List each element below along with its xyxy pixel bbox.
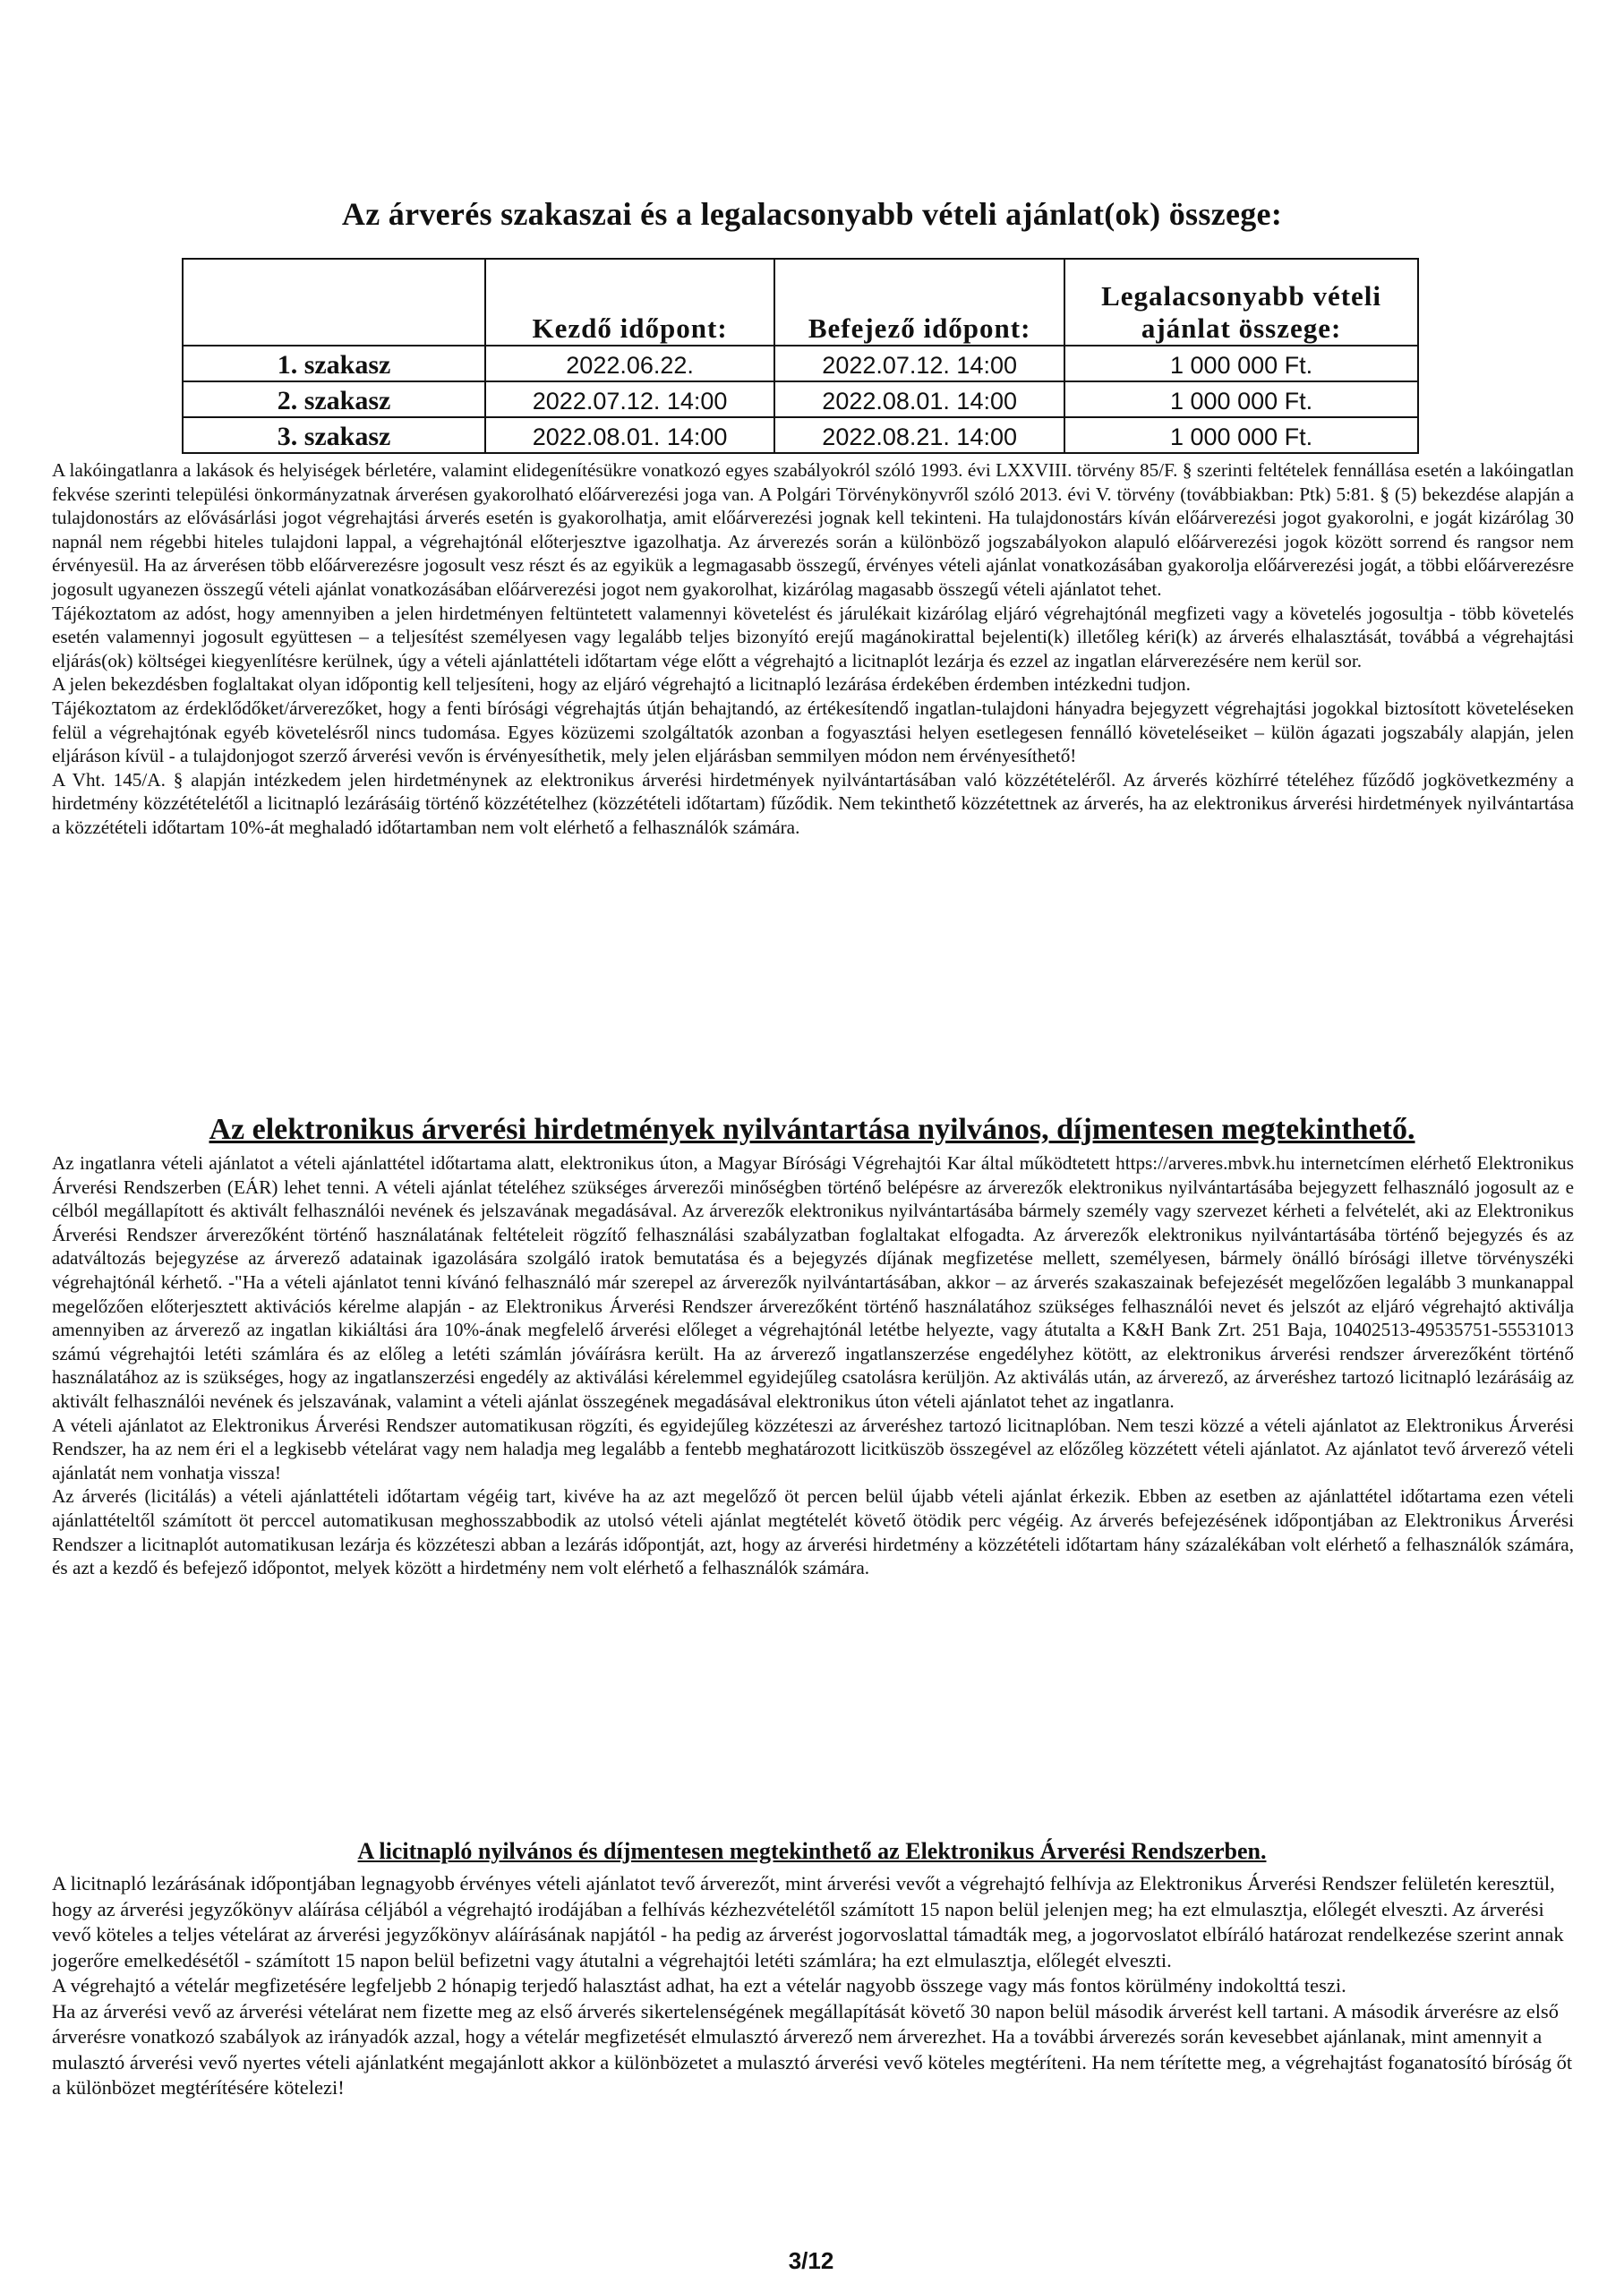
table-row bbox=[183, 381, 1418, 417]
stage-end: 2022.07.12. 14:00 bbox=[774, 346, 1064, 381]
paragraph: Az ingatlanra vételi ajánlatot a vételi ajánlattétel időtartama alatt, elektronikus úton, a Magyar Bírósági Végrehajtói Kar által működtetett https://arveres.mbvk.hu internetcímen elérhető Elektronikus Árverési Rendszerben (EÁR) lehet tenni. A vételi ajánlat tételéhez szükséges árverezői minőségben történő belépésre az árverezők elektronikus nyilvántartásába bejegyzett felhasználó jogosult az e célból megállapított és aktivált felhasználói nevének és jelszavának megadásával. Az árverezők elektronikus nyilvántartásába bármely személy vagy szervezet kérheti a felvételét, aki az Elektronikus Árverési Rendszer árverezőként történő használatának feltételeit rögzítő felhasználási szabályzatban foglaltakat elfogadta. Az árverezők elektronikus nyilvántartásába történő bejegyzés és az adatváltozás bejegyzése az árverező adatainak igazolására szolgáló iratok bemutatása és a bejegyzés díjának megfizetése mellett, személyesen, bármely önálló bírósági illetve törvényszéki végrehajtónál kérhető. -"Ha a vételi ajánlatot tenni kívánó felhasználó már szerepel az árverezők nyilvántartásában, akkor – az árverés szakaszainak befejezését megelőzően legalább 3 munkanappal megelőzően előterjesztett aktivációs kérelme alapján - az Elektronikus Árverési Rendszer árverezőként történő használatához szükséges felhasználói nevet és jelszót az eljáró végrehajtó aktiválja amennyiben az árverező az ingatlan kikiáltási ára 10%-ának megfelelő árverési előleget a végrehajtónál letétbe helyezte, vagy átutalta a K&H Bank Zrt. 251 Baja, 10402513-49535751-55531013 számú végrehajtói letéti számlára és az előleg a letéti számlán jóváírásra került. Ha az árverező ingatlanszerzése engedélyhez kötött, az elektronikus árverési rendszer árverezőként történő használatához az is szükséges, hogy az ingatlanszerzési engedély az aktiválási kérelemmel egyidejűleg csatolásra kerüljön. Az aktiválás után, az árverező, az árveréshez tartozó licitnapló lezárásáig az aktivált felhasználói nevének és jelszavának, valamint a vételi ajánlat összegének megadásával elektronikus úton vételi ajánlatot tehet az ingatlanra. bbox=[52, 1152, 1574, 1412]
stage-start: 2022.07.12. 14:00 bbox=[485, 381, 774, 417]
table-header-min-bid: Legalacsonyabb vételi ajánlat összege: bbox=[1064, 259, 1418, 346]
stage-start: 2022.08.01. 14:00 bbox=[485, 417, 774, 453]
paragraph: A licitnapló lezárásának időpontjában legnagyobb érvényes vételi ajánlatot tevő árverezőt, mint árverési vevőt a végrehajtó felhívja az Elektronikus Árverési Rendszer felületén keresztül, hogy az árverési jegyzőkönyv aláírása céljából a végrehajtó irodájában a felhívás kézhezvételétől számított 15 napon belül jelenjen meg; ha ezt elmulasztja, előlegét elveszti. Az árverési vevő köteles a teljes vételárat az árverési jegyzőkönyv aláírásának napjától - ha pedig az árverést jogorvoslattal támadták meg, a jogorvoslatot elbíráló határozat rendelkezése szerint annak jogerőre emelkedésétől - számított 15 napon belül befizetni vagy átutalni a végrehajtói letéti számlára; ha ezt elmulasztja, előlegét elveszti. bbox=[52, 1872, 1564, 1971]
stage-end: 2022.08.21. 14:00 bbox=[774, 417, 1064, 453]
stage-min-bid: 1 000 000 Ft. bbox=[1064, 417, 1418, 453]
auction-stages-table bbox=[182, 258, 1419, 454]
paragraph: A végrehajtó a vételár megfizetésére legfeljebb 2 hónapig terjedő halasztást adhat, ha ezt a vételár nagyobb összege vagy más fontos körülmény indokolttá teszi. bbox=[52, 1974, 1346, 1997]
paragraph: A lakóingatlanra a lakások és helyiségek bérletére, valamint elidegenítésükre vonatkozó egyes szabályokról szóló 1993. évi LXXVIII. törvény 85/F. § szerinti feltételek fennállása esetén a lakóingatlan fekvése szerinti települési önkormányzatnak árverésen gyakorolható előárverezési joga van. A Polgári Törvénykönyvről szóló 2013. évi V. törvény (továbbiakban: Ptk) 5:81. § (5) bekezdése alapján a tulajdonostárs az elővásárlási jogot végrehajtási árverés esetén is gyakorolhatja, amit előárverezési jognak kell tekinteni. Ha tulajdonostárs kíván előárverezési jogot gyakorolni, e jogát kizárólag 30 napnál nem régebbi hiteles tulajdoni lappal, a végrehajtónál előterjesztve igazolhatja. Az árverezés során a különböző jogszabályokon alapuló előárverezési jogok között sorrend és rangsor nem érvényesül. Ha az árverésen több előárverezésre jogosult vesz részt és az egyikük a legmagasabb összegű, érvényes vételi ajánlat vonatkozásában gyakorolja előárverezési jogát, a többi előárverezésre jogosult ugyanezen összegű vételi ajánlat vonatkozásában előárverezési jogot nem gyakorolhat, kizárólag magasabb összegű vételi ajánlatot tehet. bbox=[52, 459, 1574, 600]
table-row bbox=[183, 417, 1418, 453]
paragraph: A Vht. 145/A. § alapján intézkedem jelen hirdetménynek az elektronikus árverési hirdetmények nyilvántartásában való közzétételéről. Az árverés közhírré tételéhez fűződő jogkövetkezmény a hirdetmény közzétételétől a licitnapló lezárásáig történő közzétételhez (közzétételi időtartam) fűződik. Nem tekinthető közzétettnek az árverés, ha az elektronikus árverési hirdetmények nyilvántartása a közzétételi időtartam 10%-át meghaladó időtartamban nem volt elérhető a felhasználók számára. bbox=[52, 768, 1574, 838]
stage-start: 2022.06.22. bbox=[485, 346, 774, 381]
page-number: 3/12 bbox=[783, 2247, 839, 2274]
page-title: Az árverés szakaszai és a legalacsonyabb vételi ajánlat(ok) összege: bbox=[341, 196, 1283, 232]
electronic-auction-section bbox=[52, 1151, 1574, 1580]
paragraph: Tájékoztatom az érdeklődőket/árverezőket, hogy a fenti bírósági végrehajtás útján behajtandó, az értékesítendő ingatlan-tulajdoni hányadra bejegyzett végrehajtási jogokkal biztosított követeléseken felül a végrehajtónak egyéb követelésről nincs tudomása. Egyes közüzemi szolgáltatók azonban a fogyasztási helyen esetlegesen fennálló követeléseiket – külön ágazati jogszabály alapján, jelen eljáráson kívül - a tulajdonjogot szerző árverési vevőn is érvényesíthetik, mely jelen eljárásban semmilyen módon nem érvényesíthető! bbox=[52, 697, 1574, 767]
paragraph: Tájékoztatom az adóst, hogy amennyiben a jelen hirdetményen feltüntetett valamennyi követelést és járulékait kizárólag eljáró végrehajtónál megfizeti vagy a követelés jogosultja - több követelés esetén valamennyi jogosult együttesen – a teljesítést személyesen vagy legalább teljes bizonyító erejű magánokirattal bejelenti(k) illetőleg kéri(k) az árverés elhalasztását, továbbá a végrehajtási eljárás(ok) költségei kiegyenlítésre kerülnek, úgy a vételi ajánlattételi időtartam vége előtt a végrehajtó a licitnaplót lezárja és ezzel az ingatlan elárverezésére nem kerül sor. bbox=[52, 602, 1574, 671]
section-heading-registry: Az elektronikus árverési hirdetmények nyilvántartása nyilvános, díjmentesen megtekinthető. bbox=[209, 1113, 1415, 1146]
table-row bbox=[183, 346, 1418, 381]
pre-emption-notice-section bbox=[52, 458, 1574, 840]
table-header-start: Kezdő időpont: bbox=[485, 259, 774, 346]
stage-end: 2022.08.01. 14:00 bbox=[774, 381, 1064, 417]
paragraph: Az árverés (licitálás) a vételi ajánlattételi időtartam végéig tart, kivéve ha az azt megelőző öt percen belül újabb vételi ajánlat érkezik. Ebben az esetben az ajánlattétel időtartama ezen vételi ajánlattételtől számított öt perccel automatikusan meghosszabbodik az utolsó vételi ajánlat megtételét követő ötödik perc végéig. Az árverés befejezésének időpontjában az Elektronikus Árverési Rendszer a licitnaplót automatikusan lezárja és közzéteszi abban a lezárás időpontját, azt, hogy az árverési hirdetmény a közzétételi időtartam hány százalékában volt elérhető a felhasználók számára, és azt a kezdő és befejező időpontot, melyek között a hirdetmény nem volt elérhető a felhasználók számára. bbox=[52, 1485, 1574, 1579]
section-heading-bid-log: A licitnapló nyilvános és díjmentesen megtekinthető az Elektronikus Árverési Rendszerben. bbox=[357, 1838, 1267, 1864]
stage-label: 1. szakasz bbox=[183, 346, 485, 381]
paragraph: A vételi ajánlatot az Elektronikus Árverési Rendszer automatikusan rögzíti, és egyidejűleg közzéteszi az árveréshez tartozó licitnaplóban. Nem teszi közzé a vételi ajánlatot az Elektronikus Árverési Rendszer, ha az nem éri el a legkisebb vételárat vagy nem haladja meg legalább a fentebb meghatározott licitküszöb összegével az előzőleg közzétett vételi ajánlatot. Az ajánlatot tevő árverező vételi ajánlatát nem vonhatja vissza! bbox=[52, 1414, 1574, 1484]
stage-label: 3. szakasz bbox=[183, 417, 485, 453]
table-header-row bbox=[183, 259, 1418, 346]
stage-min-bid: 1 000 000 Ft. bbox=[1064, 346, 1418, 381]
stage-min-bid: 1 000 000 Ft. bbox=[1064, 381, 1418, 417]
buyer-obligations-section bbox=[52, 1871, 1574, 2101]
paragraph: Ha az árverési vevő az árverési vételárat nem fizette meg az első árverés sikertelenségének megállapítását követő 30 napon belül második árverést kell tartani. A második árverésre az első árverésre vonatkozó szabályok az irányadók azzal, hogy a vételár megfizetését elmulasztó árverező nem árverezhet. Ha a további árverezés során kevesebbet ajánlanak, mint amennyit a mulasztó árverési vevő nyertes vételi ajánlatként megajánlott akkor a különbözetet a mulasztó árverési vevő köteles megtéríteni. Ha nem térítette meg, a végrehajtást foganatosító bíróság őt a különbözet megtérítésére kötelezi! bbox=[52, 1999, 1573, 2099]
table-header-end: Befejező időpont: bbox=[774, 259, 1064, 346]
table-header-empty bbox=[183, 259, 485, 346]
stage-label: 2. szakasz bbox=[183, 381, 485, 417]
paragraph: A jelen bekezdésben foglaltakat olyan időpontig kell teljesíteni, hogy az eljáró végrehajtó a licitnapló lezárása érdekében érdemben intézkedni tudjon. bbox=[52, 673, 1191, 696]
